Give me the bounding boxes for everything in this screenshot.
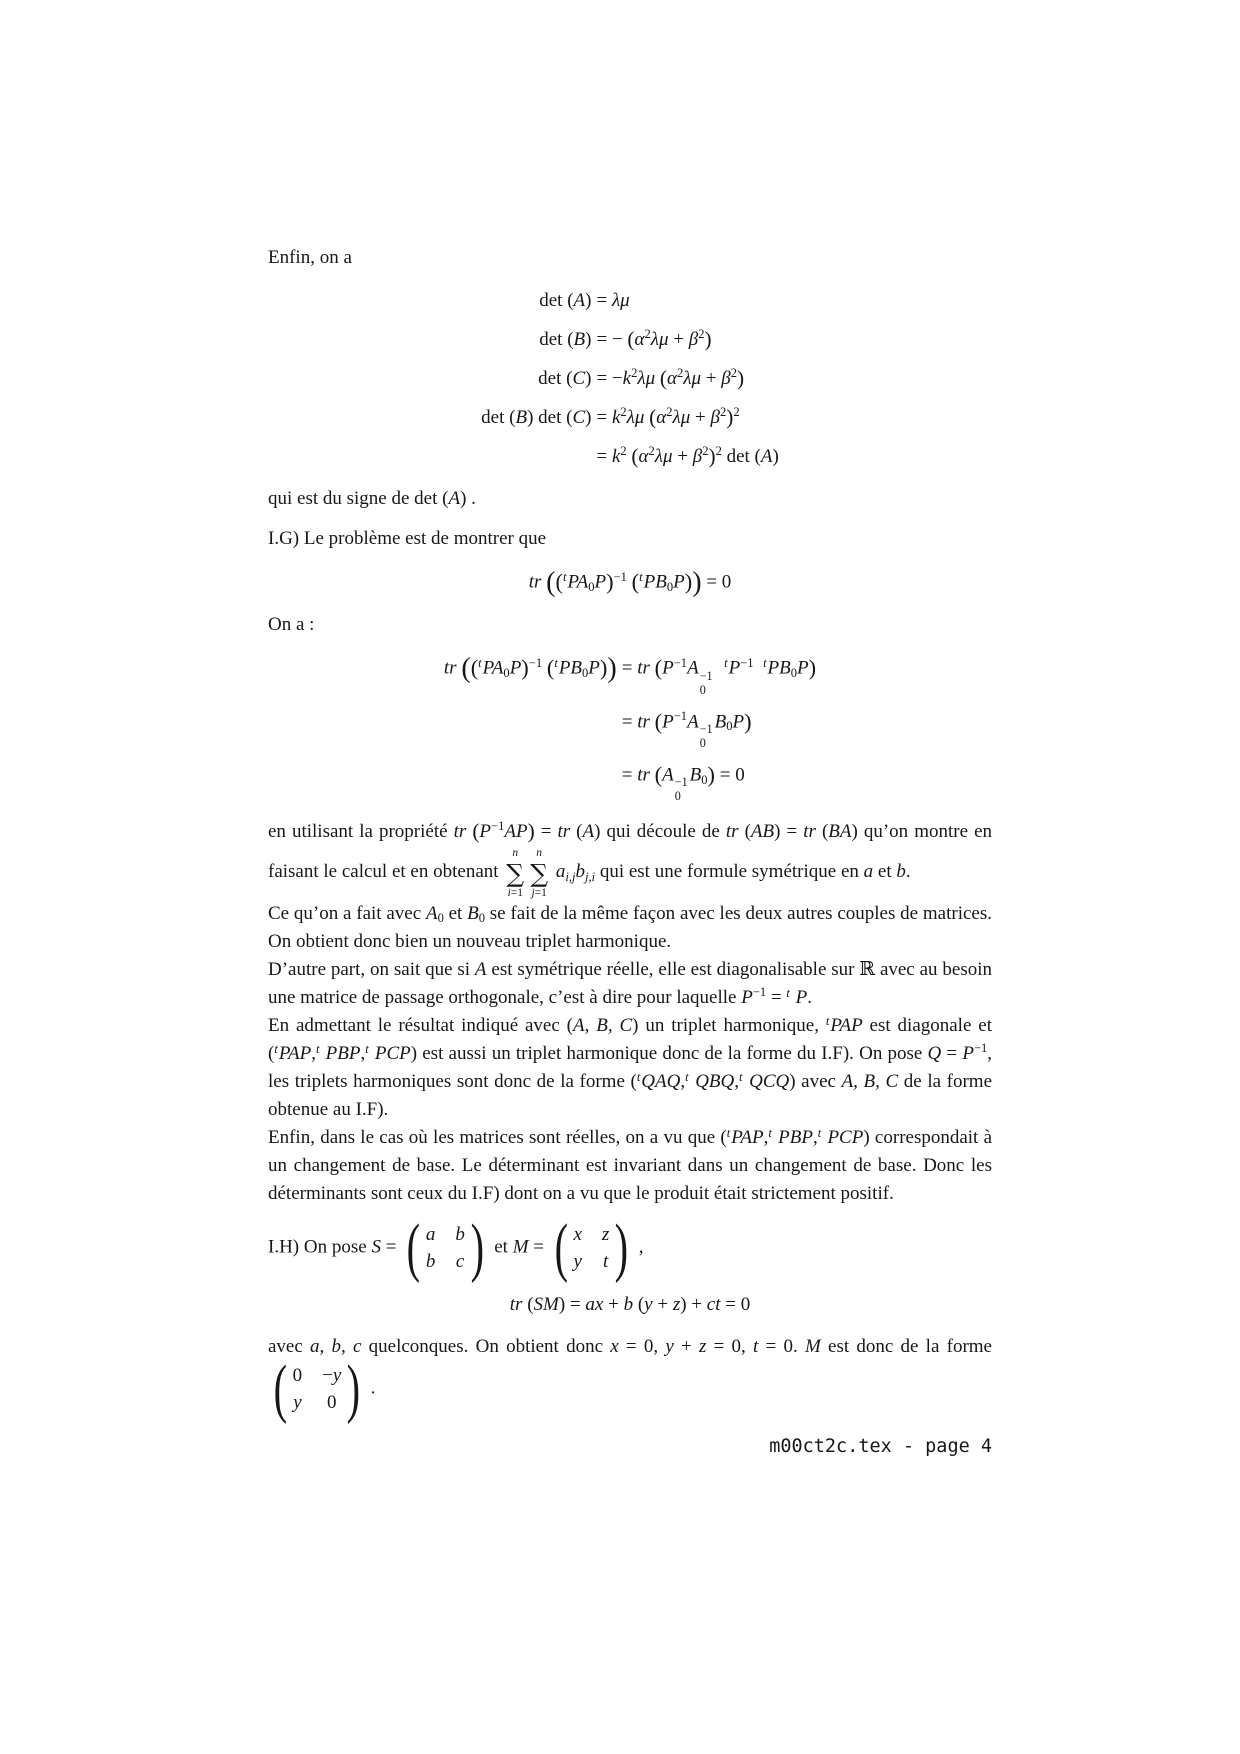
equation-trsm-display: tr (SM) = ax + b (y + z) + ct = 0	[509, 1293, 751, 1315]
paragraph-dautre-part: D’autre part, on sait que si A est symétrique réelle, elle est diagonalisable sur ℝ avec au besoin une matrice de passage orthogonale, c’est à dire pour laquelle $P^{-1} = ^t$ P.	[268, 958, 992, 1008]
equation-rhs: = $-k^2\lambda\mu$ $(\alpha^2\lambda\mu + \beta^2)$	[596, 366, 745, 391]
paragraph-en-admettant: En admettant le résultat indiqué avec (A, B, C) un triplet harmonique, $^t$PAP est diagonale et ($^t$PAP,$^t$ PBP,$^t$ PCP) est aussi un triplet harmonique donc de la forme du I.F). On pose $Q = P^{-1}$, les triplets harmoniques sont donc de la forme ($^t$QAQ,$^t$ QBQ,$^t$ QCQ) avec A, B, C de la forme obtenue au I.F).	[268, 1013, 993, 1120]
equation-ig-display: tr ($(^tPA_0P)^{-1}$ $(^tPB_0P)) = 0$	[528, 567, 732, 599]
equation-rhs: = tr ($P^{-1}A$ −1 0 $B_0P$)	[621, 708, 752, 750]
page-footer: m00ct2c.tex - page 4	[769, 1436, 992, 1457]
equation-lhs	[444, 706, 622, 751]
paragraph-ig-heading: I.G) Le problème est de montrer que	[268, 528, 547, 550]
paragraph-avec: avec a, b, c quelconques. On obtient donc x = 0, y + z = 0, t = 0. M est donc de la forme ( 0 −y y 0 ) .	[268, 1335, 992, 1426]
equation-lhs: tr ($(^tPA_0P)^{-1}$ $(^tPB_0P)$)	[443, 652, 617, 684]
equation-lhs	[444, 759, 622, 804]
paragraph-ce-quon: Ce qu’on a fait avec $A_0$ et $B_0$ se fait de la même façon avec les deux autres couples de matrices. On obtient donc bien un nouveau triplet harmonique.	[268, 902, 992, 952]
equation-rhs: = tr ($P^{-1}A$ −1 0 $^tP^{-1}$ $^tPB_0P$)	[621, 655, 817, 697]
paragraph-property: en utilisant la propriété tr $(P^{-1}AP)$ = tr (A) qui découle de tr (AB) = tr (BA) qu’on montre en faisant le calcul et en obtenant n ∑ i=1 n ∑ j=1 $a_{i,j}b_{j,i}$ qui est une formule symétrique en a et b.	[268, 819, 993, 899]
paragraph-enfin-cas: Enfin, dans le cas où les matrices sont réelles, on a vu que ($^t$PAP,$^t$ PBP,$^t$ PCP) correspondait à un changement de base. Le déterminant est invariant dans un changement de base. Donc les déterminants sont ceux du I.F) dont on a vu que le produit était strictement positif.	[268, 1125, 993, 1204]
equation-rhs: = − $(\alpha^2\lambda\mu + \beta^2)$	[596, 327, 712, 352]
equation-lhs: det (B) det (C)	[481, 407, 592, 429]
equation-rhs: = $k^2\lambda\mu$ $(\alpha^2\lambda\mu + \beta^2)^2$	[596, 405, 740, 430]
text-content	[268, 244, 993, 1426]
equation-block-determinants	[268, 285, 992, 472]
paragraph-on-a: On a :	[268, 614, 315, 636]
equation-rhs: = λμ	[596, 290, 630, 311]
equation-lhs: det (A)	[539, 290, 592, 311]
equation-lhs: det (C)	[538, 368, 592, 390]
paragraph-ih: I.H) On pose S = ( a b b c ) et M = ( x z y t ) ,	[268, 1211, 644, 1285]
equation-lhs	[481, 441, 596, 472]
paragraph-intro: Enfin, on a	[268, 247, 352, 268]
equation-rhs: = tr (A −1 0 $B_0) = 0$	[621, 761, 745, 804]
equation-lhs: det (B)	[539, 329, 592, 350]
paragraph-sign-note: qui est du signe de det (A) .	[268, 488, 476, 510]
equation-block-trace	[268, 652, 992, 804]
equation-rhs: = $k^2$ $(\alpha^2\lambda\mu + \beta^2)^2$ det (A)	[596, 444, 779, 469]
